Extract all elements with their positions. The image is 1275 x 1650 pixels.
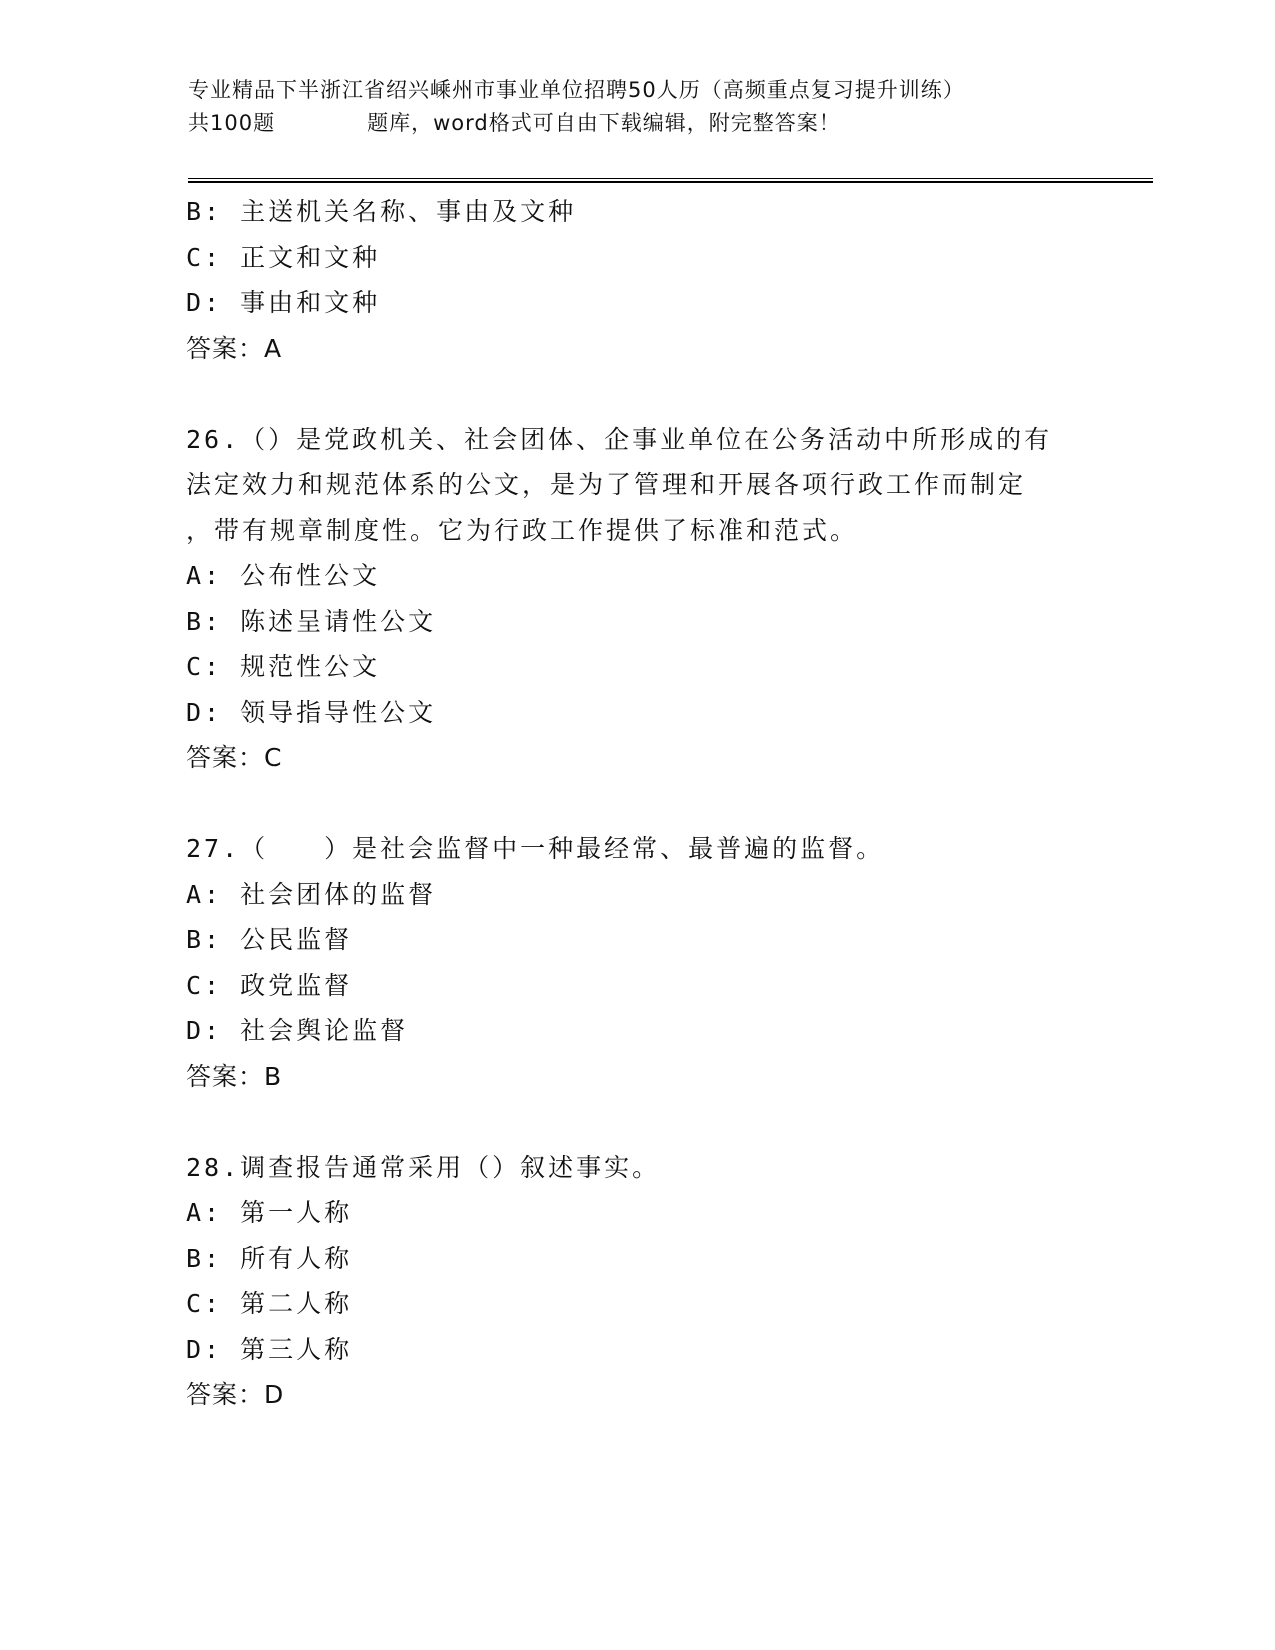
option-c: C: 正文和文种 (186, 242, 381, 272)
header-title-line: 专业精品下半浙江省绍兴嵊州市事业单位招聘50人历（高频重点复习提升训练） (188, 78, 965, 102)
page-header (188, 74, 1088, 140)
answer-line: 答案：A (186, 333, 283, 363)
option-d: D: 第三人称 (186, 1334, 353, 1364)
question-list (186, 189, 1086, 1418)
question-stem-line: 26.（）是党政机关、社会团体、企事业单位在公务活动中所形成的有 (186, 424, 1053, 454)
question-27 (186, 826, 1086, 1099)
question-26 (186, 417, 1086, 781)
option-a: A: 社会团体的监督 (186, 879, 437, 909)
option-b: B: 陈述呈请性公文 (186, 606, 437, 636)
question-stem-line: ，带有规章制度性。它为行政工作提供了标准和范式。 (186, 515, 859, 545)
option-c: C: 第二人称 (186, 1289, 353, 1318)
header-subtitle-line (188, 107, 1088, 140)
header-question-count: 共100题 (188, 111, 276, 135)
option-b: B: 所有人称 (186, 1243, 353, 1273)
option-d: D: 社会舆论监督 (186, 1016, 409, 1045)
option-c: C: 政党监督 (186, 970, 353, 1000)
option-b: B: 公民监督 (186, 925, 353, 954)
header-divider-thick (188, 181, 1153, 183)
option-a: A: 第一人称 (186, 1198, 353, 1227)
answer-line: 答案：C (186, 743, 283, 772)
question-stem-line: 法定效力和规范体系的公文，是为了管理和开展各项行政工作而制定 (186, 470, 1027, 499)
option-c: C: 规范性公文 (186, 652, 381, 681)
option-a: A: 公布性公文 (186, 561, 381, 590)
answer-line: 答案：B (186, 1061, 283, 1091)
question-28 (186, 1145, 1086, 1418)
question-25-continuation (186, 189, 1086, 371)
question-stem-line: 27.（ ）是社会监督中一种最经常、最普遍的监督。 (186, 834, 885, 863)
answer-line: 答案：D (186, 1380, 285, 1409)
option-d: D: 领导指导性公文 (186, 697, 437, 727)
header-divider-thin (188, 178, 1153, 179)
option-d: D: 事由和文种 (186, 288, 381, 317)
header-description: 题库，word格式可自由下载编辑，附完整答案！ (367, 111, 841, 135)
question-stem-line: 28.调查报告通常采用（）叙述事实。 (186, 1152, 661, 1182)
option-b: B: 主送机关名称、事由及文种 (186, 197, 577, 226)
